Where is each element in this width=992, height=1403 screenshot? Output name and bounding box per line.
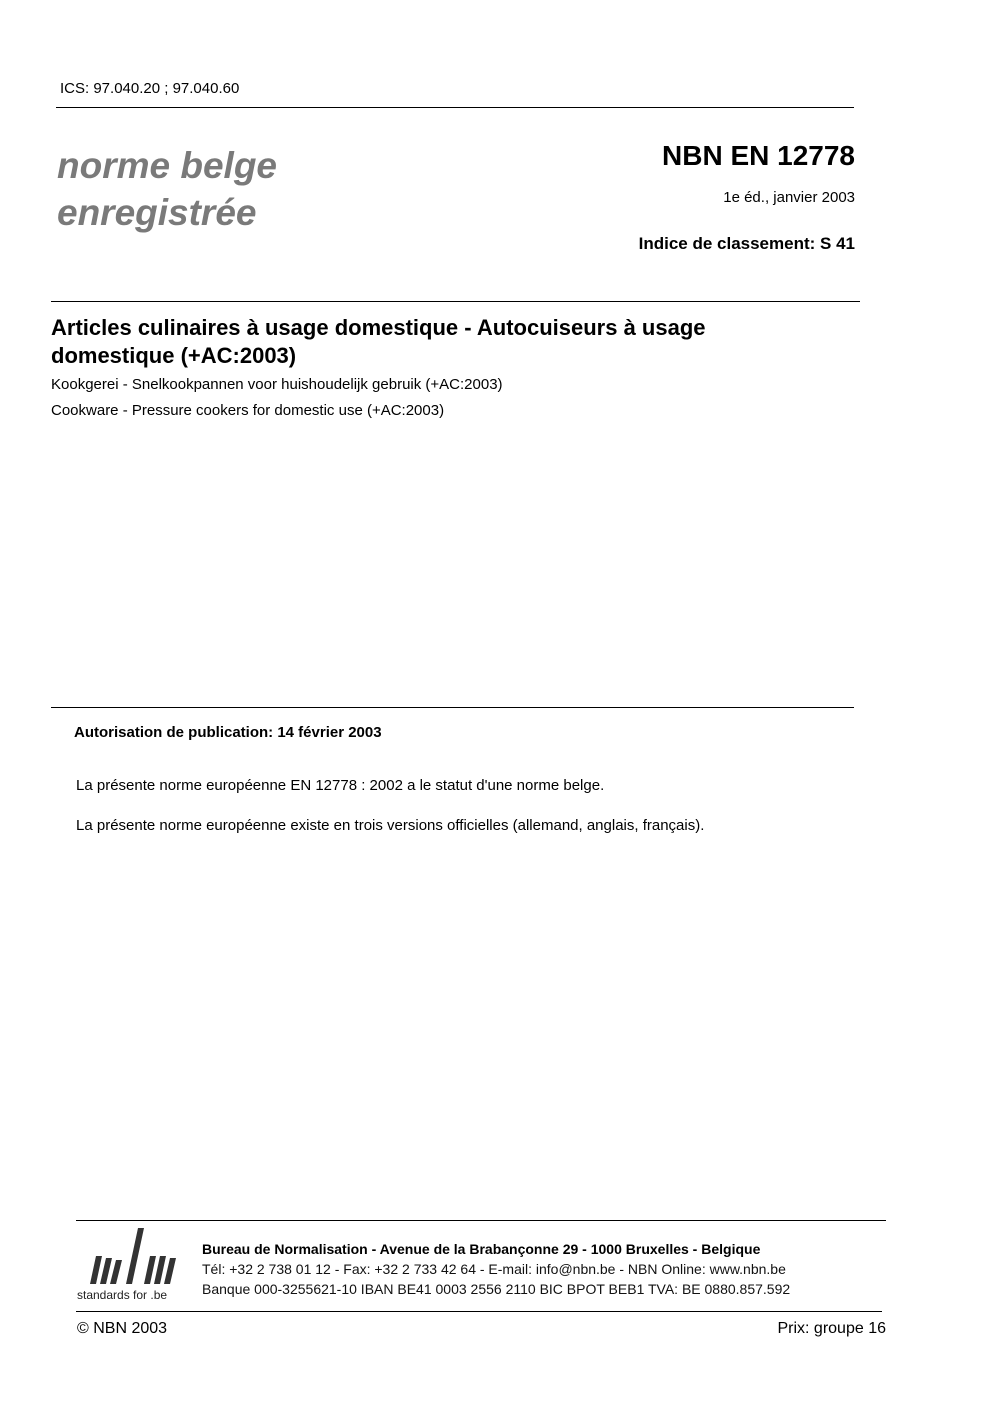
norme-label	[57, 142, 277, 236]
title-divider	[51, 301, 860, 302]
versions-paragraph: La présente norme européenne existe en trois versions officielles (allemand, anglais, français).	[76, 817, 705, 834]
footer-divider-top	[76, 1220, 886, 1221]
ics-code: ICS: 97.040.20 ; 97.040.60	[60, 80, 240, 97]
title-dutch: Kookgerei - Snelkookpannen voor huishoudelijk gebruik (+AC:2003)	[51, 376, 503, 393]
norme-line-2: enregistrée	[57, 192, 257, 233]
title-english: Cookware - Pressure cookers for domestic use (+AC:2003)	[51, 402, 445, 419]
footer-address: Bureau de Normalisation - Avenue de la Brabançonne 29 - 1000 Bruxelles - Belgique	[202, 1241, 761, 1257]
norme-line-1: norme belge	[57, 145, 277, 186]
classification-index: Indice de classement: S 41	[638, 234, 855, 253]
footer-divider-bottom	[76, 1311, 882, 1312]
copyright: © NBN 2003	[77, 1320, 168, 1337]
footer-contact: Tél: +32 2 738 01 12 - Fax: +32 2 733 42 64 - E-mail: info@nbn.be - NBN Online: www.nbn.be	[202, 1261, 786, 1277]
publication-authorisation: Autorisation de publication: 14 février 2003	[74, 724, 382, 741]
price-group: Prix: groupe 16	[777, 1320, 886, 1337]
body-divider	[51, 707, 854, 708]
header-divider	[56, 107, 854, 108]
title-french: Articles culinaires à usage domestique - Autocuiseurs à usage domestique (+AC:2003)	[51, 315, 706, 368]
edition-date: 1e éd., janvier 2003	[723, 189, 855, 206]
logo-tagline: standards for .be	[77, 1288, 168, 1302]
standard-code: NBN EN 12778	[662, 140, 855, 171]
status-paragraph: La présente norme européenne EN 12778 : 2002 a le statut d'une norme belge.	[76, 777, 605, 794]
footer-bank: Banque 000-3255621-10 IBAN BE41 0003 2556 2110 BIC BPOT BEB1 TVA: BE 0880.857.592	[202, 1281, 791, 1297]
